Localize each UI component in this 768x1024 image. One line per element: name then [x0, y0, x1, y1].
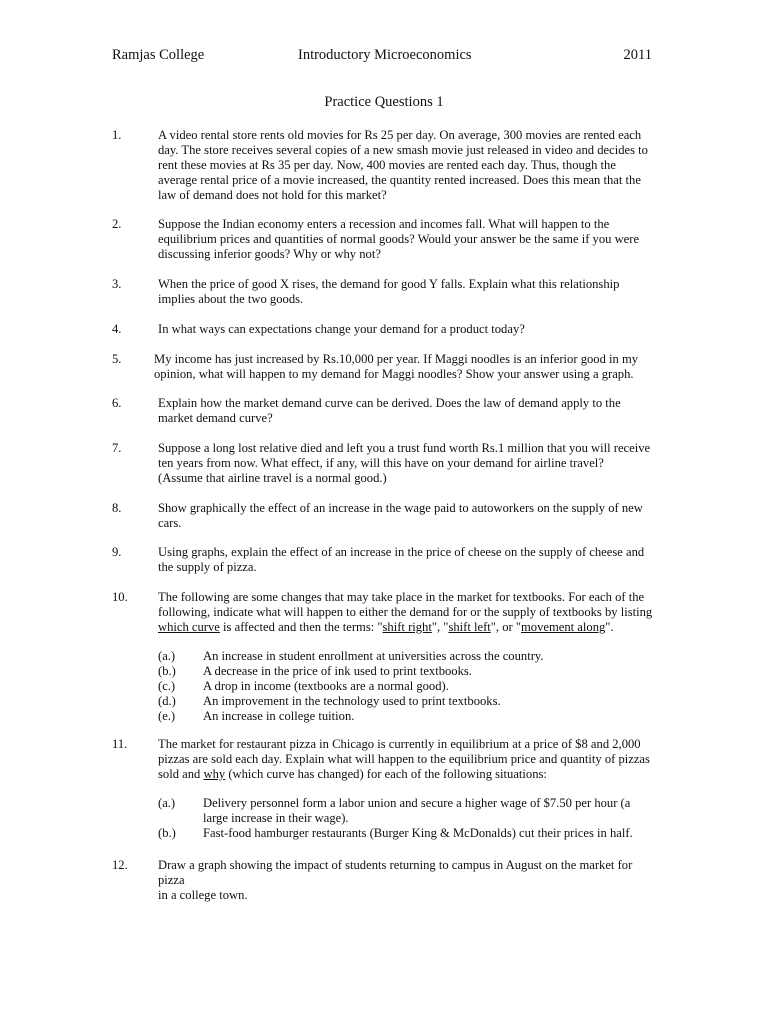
item-label: (a.)	[158, 796, 176, 810]
question-number: 1.	[112, 128, 122, 142]
item-text	[203, 796, 658, 826]
text-line: pizzas are sold each day. Explain what will happen to the equilibrium price and quantity of pizzas	[158, 752, 650, 766]
item-label: (a.)	[158, 649, 176, 663]
question-text	[158, 396, 658, 426]
question-number: 2.	[112, 217, 122, 231]
text-line: The market for restaurant pizza in Chicago is currently in equilibrium at a price of $8 and 2,000	[158, 737, 641, 751]
text-line: Show graphically the effect of an increase in the wage paid to autoworkers on the supply of new	[158, 501, 643, 515]
text-line: average rental price of a movie increased, the quantity rented increased. Does this mean that the	[158, 173, 641, 187]
text-line: When the price of good X rises, the demand for good Y falls. Explain what this relationship	[158, 277, 620, 291]
underlined-term: why	[203, 767, 226, 781]
text-fragment: ".	[605, 620, 614, 634]
item-text: A decrease in the price of ink used to print textbooks.	[203, 664, 472, 678]
text-line	[158, 620, 658, 635]
header-institution: Ramjas College	[112, 47, 205, 63]
item-text	[203, 826, 658, 841]
text-line: equilibrium prices and quantities of normal goods? Would your answer be the same if you were	[158, 232, 640, 246]
text-line	[158, 767, 658, 782]
question-number: 3.	[112, 277, 122, 291]
text-line: the supply of pizza.	[158, 560, 257, 574]
question-text	[158, 501, 658, 531]
text-line: Suppose the Indian economy enters a recession and incomes fall. What will happen to the	[158, 217, 610, 231]
item-label: (c.)	[158, 679, 176, 693]
header-course: Introductory Microeconomics	[298, 47, 472, 63]
text-line: discussing inferior goods? Why or why not?	[158, 247, 381, 261]
question-number: 9.	[112, 545, 122, 559]
text-line: cars.	[158, 516, 182, 530]
question-text	[158, 277, 658, 307]
text-line: law of demand does not hold for this market?	[158, 188, 387, 202]
item-text: An increase in college tuition.	[203, 709, 355, 723]
item-text: A drop in income (textbooks are a normal good).	[203, 679, 449, 693]
text-line: (Assume that airline travel is a normal good.)	[158, 471, 387, 485]
text-fragment: (which curve has changed) for each of the following situations:	[225, 767, 547, 781]
question-number: 7.	[112, 441, 122, 455]
item-text: An improvement in the technology used to print textbooks.	[203, 694, 501, 708]
text-line: Draw a graph showing the impact of students returning to campus in August on the market for pizza	[158, 858, 633, 887]
text-line: My income has just increased by Rs.10,000 per year. If Maggi noodles is an inferior good in my	[154, 352, 639, 366]
question-number: 11.	[112, 737, 128, 751]
item-label: (e.)	[158, 709, 176, 723]
text-line: following, indicate what will happen to either the demand for or the supply of textbooks by listing	[158, 605, 653, 619]
text-line: The following are some changes that may take place in the market for textbooks. For each of the	[158, 590, 645, 604]
question-text	[158, 322, 658, 337]
text-line: In what ways can expectations change your demand for a product today?	[158, 322, 525, 336]
text-line: A video rental store rents old movies for Rs 25 per day. On average, 300 movies are rented each	[158, 128, 642, 142]
question-number: 4.	[112, 322, 122, 336]
text-line: large increase in their wage).	[203, 811, 349, 825]
item-label: (b.)	[158, 664, 176, 678]
item-label: (d.)	[158, 694, 176, 708]
text-line: opinion, what will happen to my demand for Maggi noodles? Show your answer using a graph.	[154, 367, 634, 381]
question-number: 12.	[112, 858, 128, 872]
text-line: market demand curve?	[158, 411, 273, 425]
question-number: 8.	[112, 501, 122, 515]
text-fragment: ", or "	[490, 620, 521, 634]
text-fragment: is affected and then the terms: "	[219, 620, 383, 634]
underlined-term: shift right	[382, 620, 432, 634]
question-text	[158, 737, 658, 782]
item-label: (b.)	[158, 826, 176, 840]
question-text	[158, 858, 658, 903]
text-line: Explain how the market demand curve can be derived. Does the law of demand apply to the	[158, 396, 621, 410]
text-line: implies about the two goods.	[158, 292, 304, 306]
question-text	[154, 352, 654, 382]
question-text	[158, 441, 658, 486]
text-fragment: sold and	[158, 767, 204, 781]
text-line: ten years from now. What effect, if any, will this have on your demand for airline travel?	[158, 456, 604, 470]
text-line: rent these movies at Rs 35 per day. Now, 400 movies are rented each day. Thus, though the	[158, 158, 616, 172]
item-text: An increase in student enrollment at universities across the country.	[203, 649, 544, 663]
question-text	[158, 217, 658, 262]
underlined-term: shift left	[448, 620, 491, 634]
underlined-term: which curve	[158, 620, 220, 634]
text-fragment: ", "	[431, 620, 449, 634]
text-line: in a college town.	[158, 888, 248, 902]
question-number: 6.	[112, 396, 122, 410]
text-line: Suppose a long lost relative died and left you a trust fund worth Rs.1 million that you will receive	[158, 441, 651, 455]
question-number: 10.	[112, 590, 128, 604]
page-title: Practice Questions 1	[324, 94, 444, 110]
question-text	[158, 128, 658, 203]
text-line: Fast-food hamburger restaurants (Burger King & McDonalds) cut their prices in half.	[203, 826, 633, 840]
text-line: day. The store receives several copies of a new smash movie just released in video and decides to	[158, 143, 648, 157]
text-line: Delivery personnel form a labor union and secure a higher wage of $7.50 per hour (a	[203, 796, 631, 810]
question-number: 5.	[112, 352, 122, 366]
underlined-term: movement along	[521, 620, 606, 634]
question-text	[158, 590, 658, 635]
header-year: 2011	[623, 47, 652, 63]
text-line: Using graphs, explain the effect of an increase in the price of cheese on the supply of cheese and	[158, 545, 645, 559]
question-text	[158, 545, 658, 575]
